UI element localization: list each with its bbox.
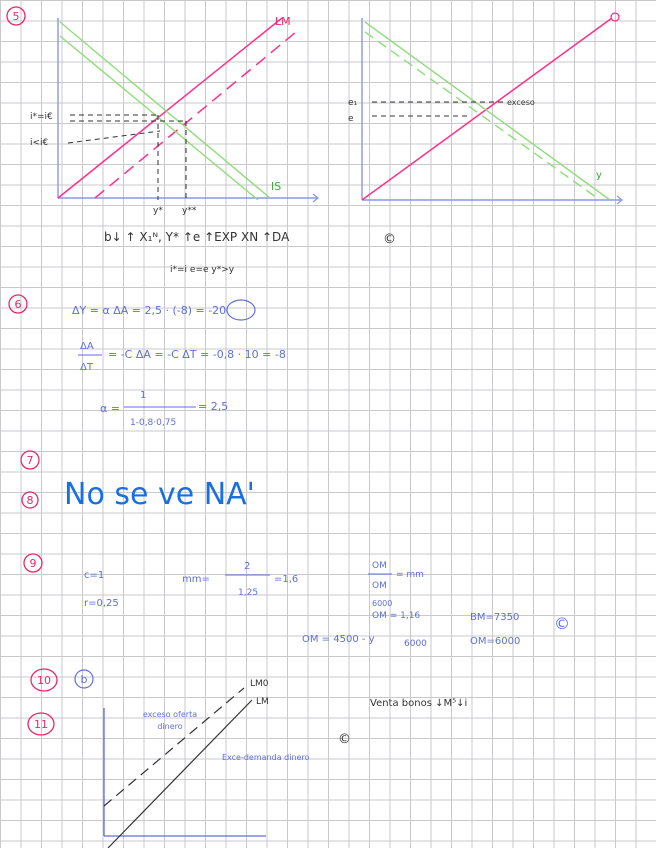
downward-line — [365, 22, 610, 200]
question-7-number: 7 — [26, 454, 34, 467]
question-11-number: 11 — [34, 718, 48, 731]
q9-om-num: OM — [372, 561, 387, 571]
q6-line-1: ΔY = α ΔA = 2,5 · (-8) = -20 — [72, 304, 227, 317]
q9-om-den: OM — [372, 581, 387, 591]
lm-curve — [58, 18, 282, 198]
e-label: e — [348, 114, 354, 124]
lm-label: LM — [275, 15, 291, 28]
q6-frac-den: ΔT — [80, 362, 93, 373]
q9-mm-num: 2 — [244, 561, 251, 572]
q6-line-2: = -C ΔA = -C ΔT = -0,8 · 10 = -8 — [108, 348, 286, 361]
upward-line — [362, 18, 612, 200]
excess-supply-label: exceso oferta dinero — [142, 710, 198, 731]
q10-answer: b — [80, 673, 88, 686]
is-label: IS — [271, 180, 282, 193]
q5-explanation-1: b↓ ↑ X₁ᴺ, Y* ↑e ↑EXP XN ↑DA — [104, 230, 290, 244]
x-tick-1: y* — [153, 206, 163, 216]
lm0-label: LM0 — [250, 679, 269, 689]
q6-alpha-num: 1 — [140, 390, 147, 401]
exchange-rate-graph — [348, 13, 622, 204]
question-8-number: 8 — [26, 494, 34, 507]
is-lm-graph — [30, 15, 318, 216]
q9-frac2-eq: OM = 1,16 — [372, 611, 421, 621]
y-tick-bottom: i<i€ — [30, 138, 49, 148]
question-10-number: 10 — [37, 674, 51, 687]
q9-answer: © — [554, 614, 570, 633]
q9-result-1: BM=7350 — [470, 612, 520, 623]
right-y-label: y — [596, 170, 602, 181]
q9-om-rhs: = mm — [396, 570, 424, 580]
excess-demand-wrap — [222, 752, 312, 782]
q9-r: r=0,25 — [84, 598, 119, 609]
q11-answer: © — [338, 732, 351, 747]
question-9-number: 9 — [29, 557, 37, 570]
q9-om-eq-den: 6000 — [404, 639, 427, 649]
q5-answer: © — [383, 232, 396, 247]
q9-mm-rhs: =1,6 — [274, 574, 299, 585]
q6-result-circle — [227, 300, 255, 320]
q9-mm-lhs: mm= — [182, 574, 210, 585]
q9-om-eq: OM = 4500 - y — [302, 634, 375, 645]
q6-alpha-rhs: = 2,5 — [198, 400, 229, 413]
y-tick-top: i*=i€ — [30, 112, 53, 122]
excess-supply-wrap — [140, 709, 200, 759]
excess-demand-label: Exce-demanda dinero — [222, 753, 310, 762]
question-5-number: 5 — [12, 10, 20, 23]
q8-text: No se ve NA' — [64, 477, 255, 512]
cross-label: exceso — [507, 98, 535, 107]
x-tick-2: y** — [182, 206, 197, 216]
q5-explanation-2: i*=i e=e y*>y — [170, 265, 235, 275]
e1-label: e₁ — [348, 98, 358, 108]
q9-result-2: OM=6000 — [470, 636, 521, 647]
q6-alpha-den: 1-0,8·0,75 — [130, 418, 177, 428]
guide-bottom — [68, 131, 160, 143]
q6-alpha-lhs: α = — [100, 402, 120, 415]
q9-mm-den: 1,25 — [238, 588, 259, 598]
q9-c: c=1 — [84, 570, 105, 581]
q9-frac2-num: 6000 — [372, 599, 393, 608]
top-circle-marker — [611, 13, 619, 21]
lm-label-2: LM — [256, 697, 269, 707]
q6-frac-num: ΔA — [80, 341, 94, 352]
question-6-number: 6 — [14, 298, 22, 311]
q11-note: Venta bonos ↓M⁵↓i — [370, 698, 468, 709]
